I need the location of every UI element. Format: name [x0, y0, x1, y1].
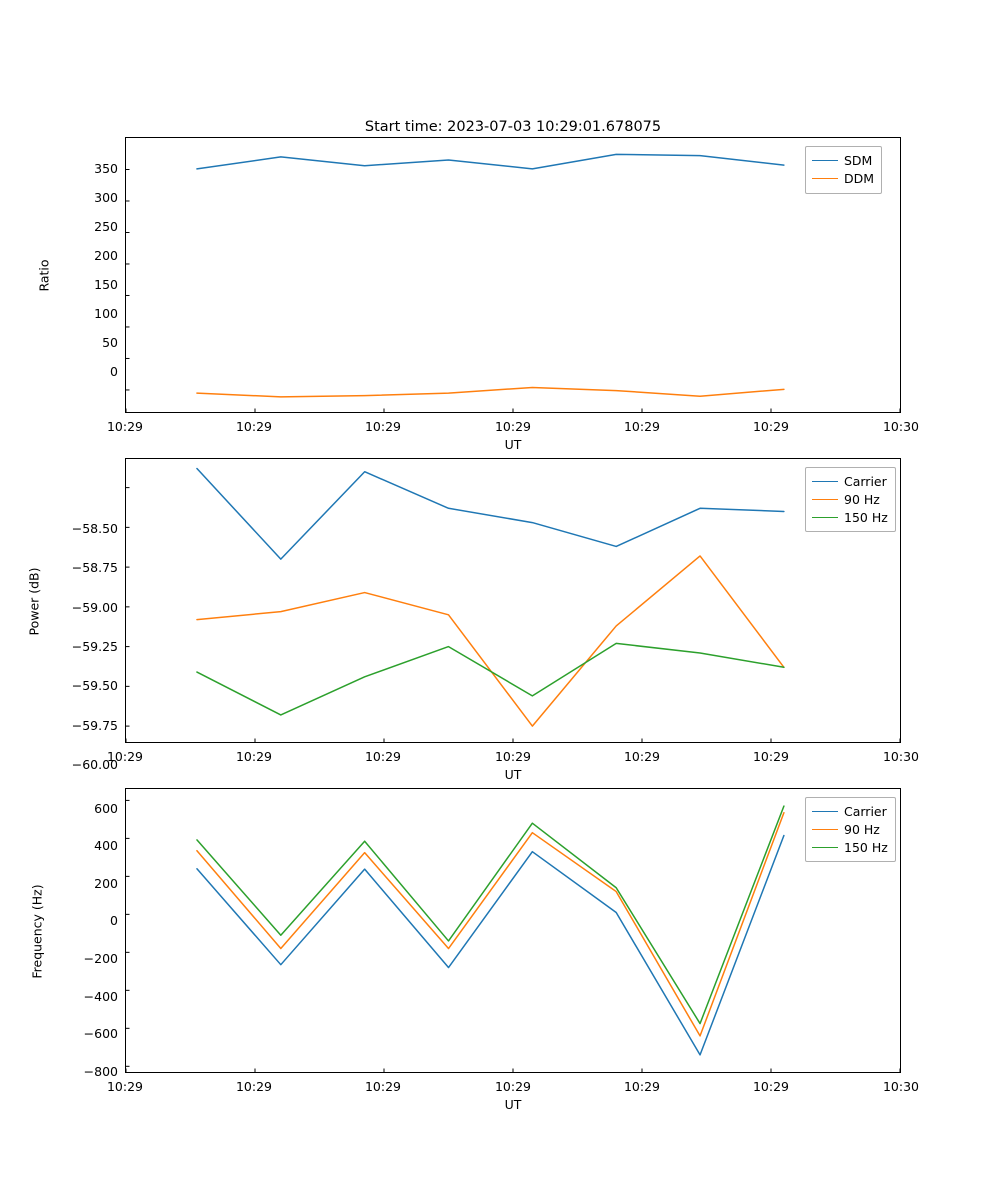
legend-item — [812, 152, 874, 170]
ytick-label: 250 — [94, 219, 118, 234]
ytick-label: 0 — [110, 364, 118, 379]
legend-swatch-carrier — [812, 811, 838, 812]
legend-label: 90 Hz — [844, 821, 880, 837]
xtick-label: 10:29 — [106, 749, 144, 764]
legend-label: 150 Hz — [844, 839, 888, 855]
legend-swatch-150hz — [812, 847, 838, 848]
ytick-label: −60.00 — [71, 757, 118, 772]
ytick-label: −59.50 — [71, 678, 118, 693]
ytick-label: −59.75 — [71, 718, 118, 733]
yaxis-label: Frequency (Hz) — [29, 884, 45, 979]
ytick-label: 300 — [94, 190, 118, 205]
xtick-label: 10:29 — [623, 1079, 661, 1094]
legend-swatch-ddm — [812, 178, 838, 179]
xtick-label: 10:30 — [882, 749, 920, 764]
xtick-label: 10:30 — [882, 1079, 920, 1094]
xtick-label: 10:29 — [235, 1079, 273, 1094]
legend-label: Carrier — [844, 804, 887, 819]
xtick-label: 10:29 — [235, 749, 273, 764]
yaxis-label: Ratio — [36, 259, 52, 292]
legend-label: DDM — [844, 170, 875, 186]
legend-label: Carrier — [844, 474, 887, 489]
xtick-label: 10:29 — [494, 749, 532, 764]
ytick-label: −58.50 — [71, 521, 118, 536]
ytick-label: −59.00 — [71, 600, 118, 615]
legend-swatch-150hz — [812, 517, 838, 518]
series-lines-frequency — [126, 789, 900, 1072]
legend-swatch-90hz — [812, 499, 838, 500]
ytick-label: 600 — [94, 801, 118, 816]
xtick-label: 10:29 — [494, 1079, 532, 1094]
xaxis-label: UT — [504, 1097, 522, 1112]
xaxis-label: UT — [504, 767, 522, 782]
legend-item — [812, 821, 888, 839]
legend-item — [812, 509, 888, 527]
xtick-label: 10:29 — [494, 419, 532, 434]
xtick-label: 10:29 — [364, 1079, 402, 1094]
series-lines-power — [126, 459, 900, 742]
xtick-label: 10:29 — [752, 749, 790, 764]
ytick-label: −400 — [83, 989, 118, 1004]
series-lines-ratio — [126, 138, 900, 412]
ytick-label: 350 — [94, 161, 118, 176]
yaxis-label: Power (dB) — [26, 567, 42, 636]
ytick-label: −600 — [83, 1026, 118, 1041]
ytick-label: −800 — [83, 1064, 118, 1079]
xtick-label: 10:30 — [882, 419, 920, 434]
ytick-label: 200 — [94, 876, 118, 891]
xtick-label: 10:29 — [752, 1079, 790, 1094]
chart-title: Start time: 2023-07-03 10:29:01.678075 — [364, 119, 662, 135]
panel-ratio — [125, 137, 901, 413]
legend-label: SDM — [844, 153, 873, 168]
ytick-label: 150 — [94, 277, 118, 292]
legend-frequency — [805, 797, 896, 862]
legend-item — [812, 803, 888, 821]
ytick-label: −58.75 — [71, 560, 118, 575]
ytick-label: 200 — [94, 248, 118, 263]
legend-ratio — [805, 146, 882, 194]
xtick-label: 10:29 — [364, 749, 402, 764]
legend-item — [812, 839, 888, 857]
ytick-label: 50 — [102, 335, 118, 350]
legend-item — [812, 473, 888, 491]
plot-area-power — [125, 458, 901, 743]
legend-label: 150 Hz — [844, 509, 888, 525]
xtick-label: 10:29 — [752, 419, 790, 434]
legend-item — [812, 170, 874, 188]
legend-label: 90 Hz — [844, 491, 880, 507]
xtick-label: 10:29 — [106, 419, 144, 434]
xtick-label: 10:29 — [623, 419, 661, 434]
legend-swatch-carrier — [812, 481, 838, 482]
ytick-label: −200 — [83, 951, 118, 966]
panel-frequency — [125, 788, 901, 1073]
ytick-label: 100 — [94, 306, 118, 321]
xtick-label: 10:29 — [364, 419, 402, 434]
legend-swatch-sdm — [812, 160, 838, 161]
legend-power — [805, 467, 896, 532]
ytick-label: −59.25 — [71, 639, 118, 654]
ytick-label: 400 — [94, 838, 118, 853]
plot-area-frequency — [125, 788, 901, 1073]
xaxis-label: UT — [504, 437, 522, 452]
plot-area-ratio — [125, 137, 901, 413]
panel-power — [125, 458, 901, 743]
legend-swatch-90hz — [812, 829, 838, 830]
xtick-label: 10:29 — [235, 419, 273, 434]
xtick-label: 10:29 — [623, 749, 661, 764]
ytick-label: 0 — [110, 913, 118, 928]
legend-item — [812, 491, 888, 509]
xtick-label: 10:29 — [106, 1079, 144, 1094]
